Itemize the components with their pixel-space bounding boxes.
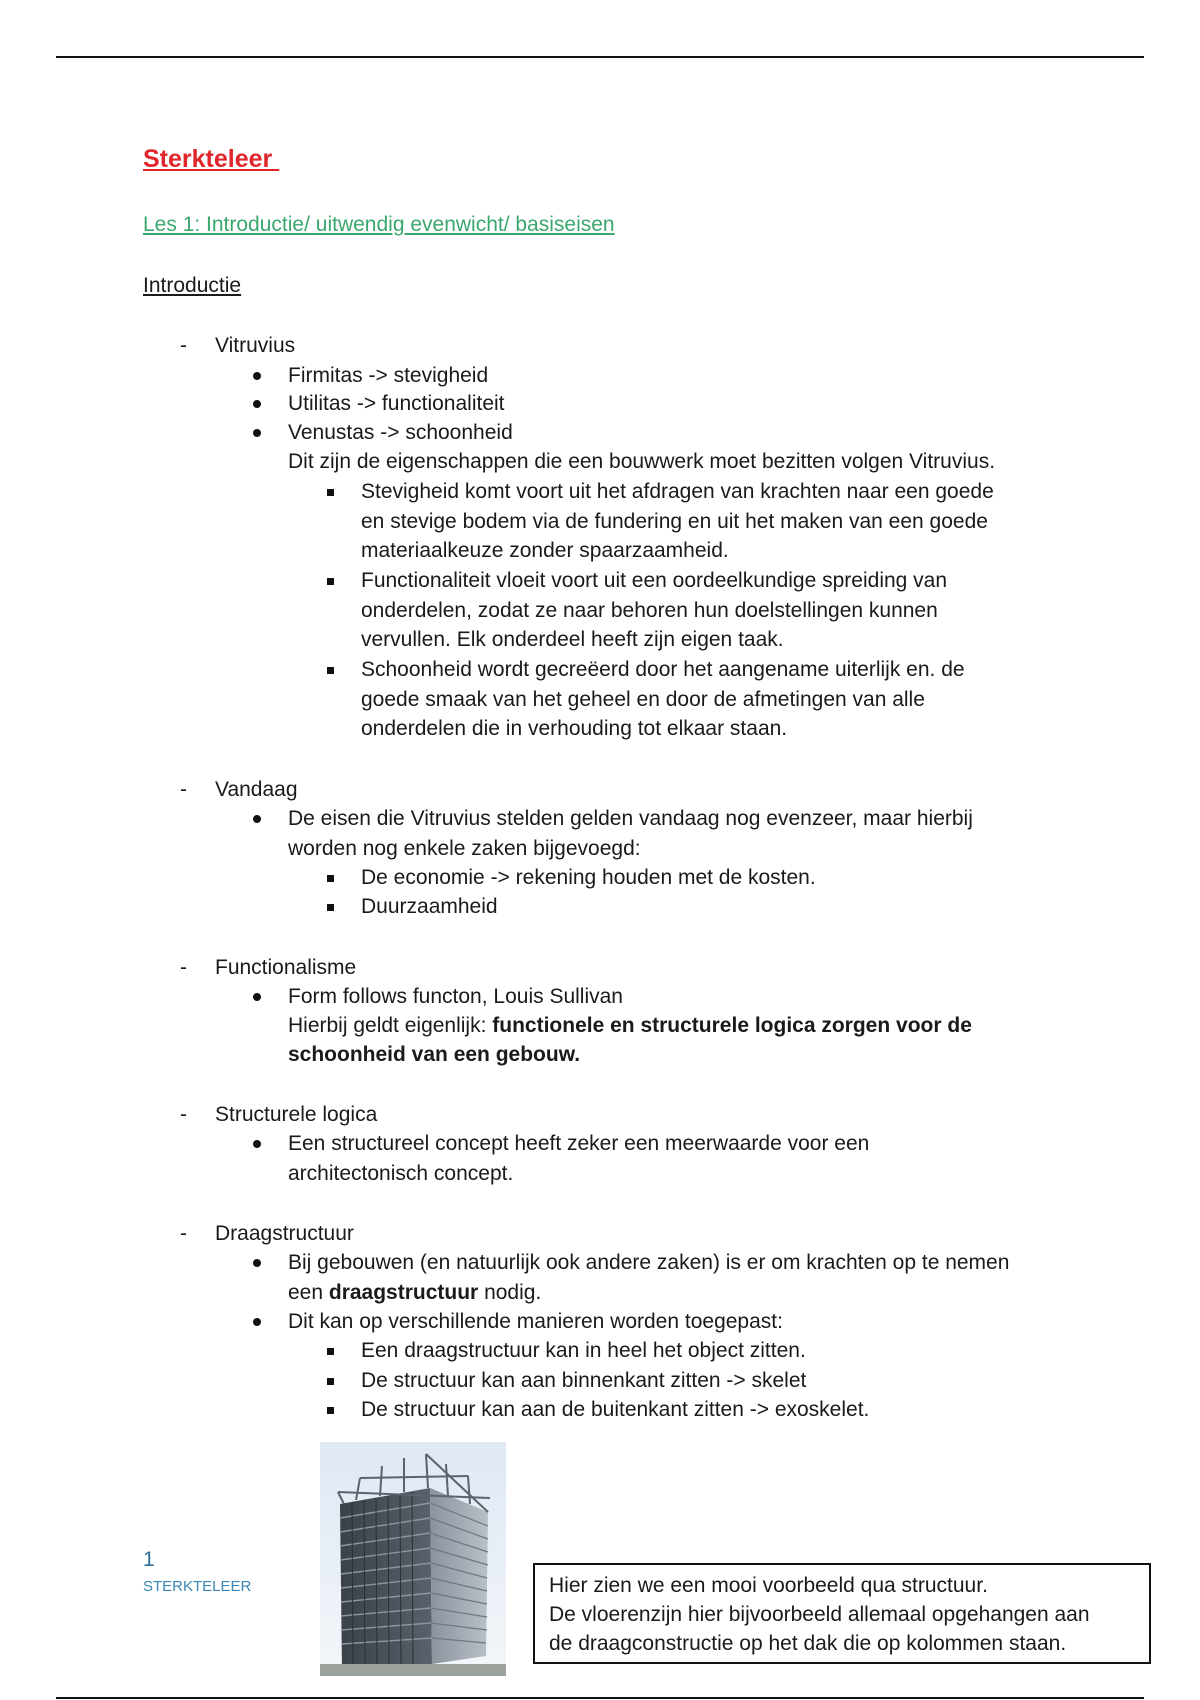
bullet-square: [327, 667, 334, 674]
sub-item-line: onderdelen die in verhouding tot elkaar staan.: [361, 717, 788, 740]
document-title: Sterkteleer: [143, 145, 280, 173]
note-bold: functionele en structurele logica zorgen voor de: [492, 1014, 972, 1037]
dash-bullet: -: [180, 956, 187, 979]
paragraph-text: [288, 1011, 972, 1040]
section-heading: Introductie: [143, 274, 242, 297]
list-heading-draagstructuur: Draagstructuur: [215, 1222, 354, 1245]
paragraph-text: Een structureel concept heeft zeker een meerwaarde voor een: [288, 1132, 870, 1155]
paragraph-text: De eisen die Vitruvius stelden gelden vandaag nog evenzeer, maar hierbij: [288, 807, 973, 830]
header-rule: [56, 56, 1144, 58]
sub-item-line: goede smaak van het geheel en door de afmetingen van alle: [361, 688, 925, 711]
list-heading-vandaag: Vandaag: [215, 778, 298, 801]
sub-item-line: De structuur kan aan de buitenkant zitten -> exoskelet.: [361, 1398, 870, 1421]
bold-term: draagstructuur: [328, 1281, 479, 1304]
bullet-dot: [253, 993, 261, 1001]
bullet-square: [327, 1378, 334, 1385]
footer-rule: [56, 1697, 1144, 1699]
paragraph-text: [288, 1278, 541, 1307]
paragraph-text: Bij gebouwen (en natuurlijk ook andere zaken) is er om krachten op te nemen: [288, 1251, 1010, 1274]
sub-item-line: Duurzaamheid: [361, 895, 498, 918]
sub-item-line: onderdelen, zodat ze naar behoren hun doelstellingen kunnen: [361, 599, 938, 622]
list-item: Utilitas -> functionaliteit: [288, 392, 505, 415]
paragraph-text: worden nog enkele zaken bijgevoegd:: [288, 837, 641, 860]
dash-bullet: -: [180, 1222, 187, 1245]
bullet-square: [327, 1407, 334, 1414]
bullet-dot: [253, 400, 261, 408]
page-number: 1: [143, 1548, 155, 1571]
dash-bullet: -: [180, 1103, 187, 1126]
building-photo: [320, 1442, 506, 1676]
bullet-dot: [253, 815, 261, 823]
sub-item-line: materiaalkeuze zonder spaarzaamheid.: [361, 539, 729, 562]
bullet-dot: [253, 1259, 261, 1267]
note-prefix: Hierbij geldt eigenlijk:: [288, 1014, 493, 1037]
list-heading-functionalisme: Functionalisme: [215, 956, 357, 979]
sub-item-line: en stevige bodem via de fundering en uit het maken van een goede: [361, 510, 988, 533]
list-item: Firmitas -> stevigheid: [288, 364, 489, 387]
list-heading-structurele-logica: Structurele logica: [215, 1103, 378, 1126]
bullet-square: [327, 1348, 334, 1355]
list-item: Venustas -> schoonheid: [288, 421, 513, 444]
bullet-square: [327, 875, 334, 882]
bullet-dot: [253, 1140, 261, 1148]
footer-label: STERKTELEER: [143, 1578, 252, 1595]
bullet-dot: [253, 372, 261, 380]
bullet-square: [327, 578, 334, 585]
caption-line: De vloerenzijn hier bijvoorbeeld allemaal opgehangen aan: [549, 1603, 1090, 1626]
bullet-dot: [253, 429, 261, 437]
sub-item-line: De structuur kan aan binnenkant zitten -> skelet: [361, 1369, 807, 1392]
lesson-subtitle: Les 1: Introductie/ uitwendig evenwicht/ basiseisen: [143, 213, 615, 236]
sub-item-line: vervullen. Elk onderdeel heeft zijn eigen taak.: [361, 628, 784, 651]
paragraph-text-bold: schoonheid van een gebouw.: [288, 1043, 581, 1066]
dash-bullet: -: [180, 334, 187, 357]
caption-line: de draagconstructie op het dak die op kolommen staan.: [549, 1632, 1067, 1655]
bullet-square: [327, 489, 334, 496]
sub-item-line: Stevigheid komt voort uit het afdragen van krachten naar een goede: [361, 480, 994, 503]
bullet-dot: [253, 1318, 261, 1326]
sub-item-line: De economie -> rekening houden met de kosten.: [361, 866, 816, 889]
sub-item-line: Schoonheid wordt gecreëerd door het aangename uiterlijk en. de: [361, 658, 965, 681]
caption-line: Hier zien we een mooi voorbeeld qua structuur.: [549, 1574, 988, 1597]
paragraph-text: architectonisch concept.: [288, 1162, 514, 1185]
list-item: Form follows functon, Louis Sullivan: [288, 985, 623, 1008]
sub-item-line: Functionaliteit vloeit voort uit een oordeelkundige spreiding van: [361, 569, 948, 592]
text-segment: een: [288, 1281, 329, 1304]
sub-item-line: Een draagstructuur kan in heel het object zitten.: [361, 1339, 806, 1362]
text-segment: nodig.: [478, 1281, 542, 1304]
dash-bullet: -: [180, 778, 187, 801]
caption-box: [533, 1563, 1151, 1664]
list-item: Dit kan op verschillende manieren worden toegepast:: [288, 1310, 783, 1333]
bullet-square: [327, 904, 334, 911]
paragraph-text: Dit zijn de eigenschappen die een bouwwerk moet bezitten volgen Vitruvius.: [288, 450, 996, 473]
list-heading-vitruvius: Vitruvius: [215, 334, 296, 357]
building-illustration: [320, 1442, 506, 1676]
